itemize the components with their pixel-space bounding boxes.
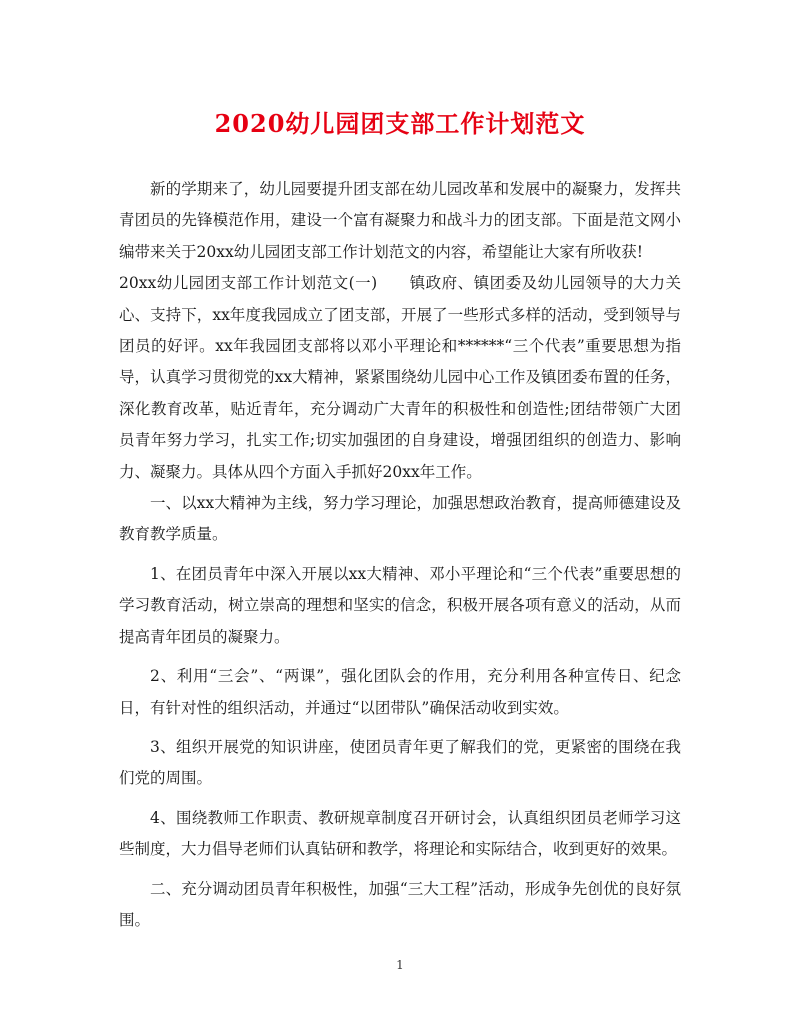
paragraph-item-1: 1、在团员青年中深入开展以xx大精神、邓小平理论和“三个代表”重要思想的学习教育活动，树立崇高的理想和坚实的信念，积极开展各项有意义的活动，从而提高青年团员的凝聚力。 [119, 564, 681, 646]
paragraph-section-one: 一、以xx大精神为主线，努力学习理论，加强思想政治教育，提高师德建设及教育教学质量。 [119, 494, 681, 544]
page-number: 1 [396, 958, 404, 972]
document-body [119, 174, 681, 936]
paragraph-intro: 新的学期来了，幼儿园要提升团支部在幼儿园改革和发展中的凝聚力，发挥共青团员的先锋模范作用，建设一个富有凝聚力和战斗力的团支部。下面是范文网小编带来关于20xx幼儿园团支部工作计划范文的内容，希望能让大家有所收获! [119, 180, 681, 261]
paragraph-item-3: 3、组织开展党的知识讲座，使团员青年更了解我们的党，更紧密的围绕在我们党的周围。 [119, 737, 681, 788]
paragraph-plan-one: 20xx幼儿园团支部工作计划范文(一) 镇政府、镇团委及幼儿园领导的大力关心、支持下，xx年度我园成立了团支部，开展了一些形式多样的活动，受到领导与团员的好评。xx年我园团支部将以邓小平理论和******“三个代表”重要思想为指导，认真学习贯彻党的xx大精神，紧紧围绕幼儿园中心工作及镇团委布置的任务，深化教育改革，贴近青年，充分调动广大青年的积极性和创造性;团结带领广大团员青年努力学习，扎实工作;切实加强团的自身建设，增强团组织的创造力、影响力、凝聚力。具体从四个方面入手抓好20xx年工作。 [119, 274, 681, 481]
paragraph-section-two: 二、充分调动团员青年积极性，加强“三大工程”活动，形成争先创优的良好氛围。 [119, 879, 681, 929]
paragraph-item-2: 2、利用“三会”、“两课”，强化团队会的作用，充分利用各种宣传日、纪念日，有针对性的组织活动，并通过“以团带队”确保活动收到实效。 [119, 667, 681, 717]
paragraph-item-4: 4、围绕教师工作职责、教研规章制度召开研讨会，认真组织团员老师学习这些制度，大力倡导老师们认真钻研和教学，将理论和实际结合，收到更好的效果。 [119, 808, 681, 859]
document-title: 2020幼儿园团支部工作计划范文 [214, 109, 586, 138]
